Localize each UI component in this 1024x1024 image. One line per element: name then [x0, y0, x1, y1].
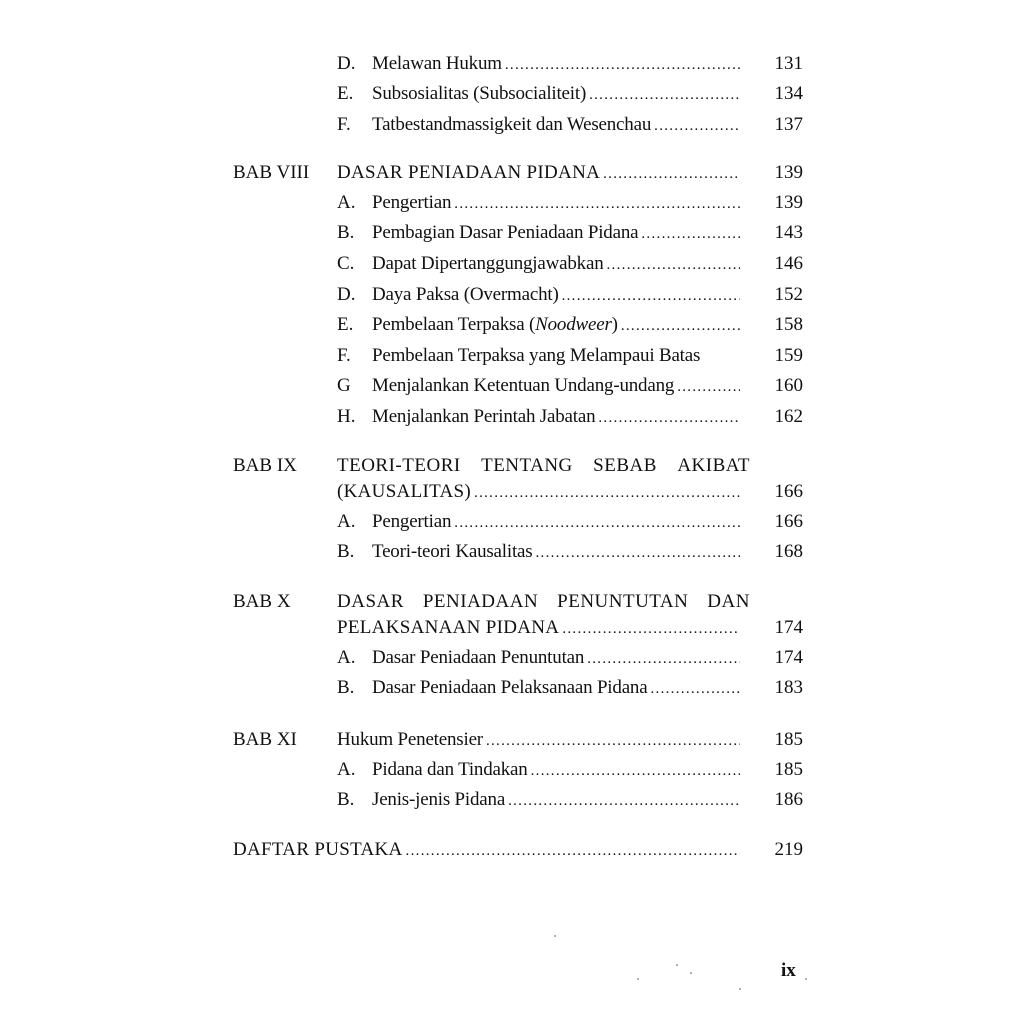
- toc-entry: [233, 537, 803, 567]
- leader-dots: [406, 836, 740, 866]
- item-title: Dasar Peniadaan Pelaksanaan Pidana: [372, 677, 648, 698]
- item-title: Menjalankan Perintah Jabatan: [372, 406, 596, 427]
- item-title: Subsosialitas (Subsocialiteit): [372, 83, 587, 104]
- item-title: Pengertian: [372, 192, 452, 213]
- leader-dots: [587, 644, 740, 674]
- leader-dots: [603, 159, 740, 189]
- page-number: 166: [774, 511, 803, 532]
- chapter-title: DASAR PENIADAAN PIDANA: [337, 162, 601, 183]
- leader-dots: [607, 250, 741, 280]
- page-number: 174: [774, 617, 803, 638]
- leader-dots: [589, 80, 740, 110]
- leader-dots: [454, 508, 740, 538]
- item-title: Tatbestandmassigkeit dan Wesenchau: [372, 114, 652, 135]
- scan-speck: [805, 978, 807, 980]
- leader-dots: [486, 726, 740, 756]
- page-number: 131: [774, 53, 803, 74]
- chapter-title-word: PENUNTUTAN: [557, 591, 689, 612]
- item-letter: B.: [337, 541, 355, 562]
- toc-entry: [233, 507, 803, 537]
- page-number: 166: [774, 481, 803, 502]
- page-number: 162: [774, 406, 803, 427]
- folio-page-number: ix: [781, 960, 796, 981]
- chapter-title: PELAKSANAAN PIDANA: [337, 617, 560, 638]
- page-number: 137: [774, 114, 803, 135]
- leader-dots: [531, 756, 740, 786]
- item-title: Menjalankan Ketentuan Undang-undang: [372, 375, 675, 396]
- scan-speck: [554, 935, 556, 937]
- page-number: 185: [774, 759, 803, 780]
- page-number: 159: [774, 345, 803, 366]
- page-number: 139: [774, 162, 803, 183]
- leader-dots: [535, 538, 740, 568]
- item-letter: B.: [337, 789, 355, 810]
- chapter-title-word: DAN: [707, 591, 750, 612]
- chapter-title-word: DASAR: [337, 591, 404, 612]
- scan-speck: [637, 978, 639, 980]
- item-title: Melawan Hukum: [372, 53, 502, 74]
- item-title: Jenis-jenis Pidana: [372, 789, 506, 810]
- chapter-heading: [233, 158, 803, 188]
- leader-dots: [650, 674, 740, 704]
- item-letter: F.: [337, 114, 351, 135]
- chapter-title-word: AKIBAT: [677, 455, 750, 476]
- page-number: 185: [774, 729, 803, 750]
- chapter-title-word: TENTANG: [481, 455, 573, 476]
- item-letter: E.: [337, 314, 354, 335]
- item-title: Pengertian: [372, 511, 452, 532]
- chapter-heading: [233, 725, 803, 755]
- leader-dots: [454, 189, 740, 219]
- leader-dots: [677, 372, 740, 402]
- toc-entry: [233, 785, 803, 815]
- page-number: 158: [774, 314, 803, 335]
- item-title-italic: Noodweer: [535, 314, 612, 335]
- chapter-title: (KAUSALITAS): [337, 481, 472, 502]
- page-number: 174: [774, 647, 803, 668]
- chapter-label: BAB X: [233, 591, 291, 612]
- item-title: Pembagian Dasar Peniadaan Pidana: [372, 222, 639, 243]
- item-letter: A.: [337, 511, 356, 532]
- leader-dots: [474, 478, 740, 508]
- toc-entry: [233, 341, 803, 371]
- leader-dots: [562, 614, 740, 644]
- toc-entry: [233, 249, 803, 279]
- toc-entry: [233, 371, 803, 401]
- toc-entry: [233, 218, 803, 248]
- chapter-title-word: SEBAB: [593, 455, 657, 476]
- item-letter: E.: [337, 83, 354, 104]
- item-letter: D.: [337, 53, 356, 74]
- leader-dots: [654, 111, 740, 141]
- chapter-title-word: PENIADAAN: [422, 591, 539, 612]
- toc-entry: [233, 280, 803, 310]
- toc-entry: [233, 310, 803, 340]
- item-title: Daya Paksa (Overmacht): [372, 284, 559, 305]
- item-letter: F.: [337, 345, 351, 366]
- toc-entry: [233, 643, 803, 673]
- page-number: 183: [774, 677, 803, 698]
- leader-dots: [508, 786, 740, 816]
- page-number: 143: [774, 222, 803, 243]
- page-number: 160: [774, 375, 803, 396]
- leader-dots: [621, 311, 740, 341]
- toc-entry: [233, 110, 803, 140]
- page-number: 146: [774, 253, 803, 274]
- item-letter: A.: [337, 192, 356, 213]
- scan-speck: [690, 972, 692, 974]
- item-letter: D.: [337, 284, 356, 305]
- leader-dots: [641, 219, 740, 249]
- page-number: 139: [774, 192, 803, 213]
- scan-speck: [739, 988, 741, 990]
- toc-entry: [233, 188, 803, 218]
- item-letter: A.: [337, 647, 356, 668]
- item-title: Pidana dan Tindakan: [372, 759, 528, 780]
- chapter-title-word: TEORI-TEORI: [337, 455, 461, 476]
- item-letter: A.: [337, 759, 356, 780]
- item-letter: C.: [337, 253, 355, 274]
- page-number: 186: [774, 789, 803, 810]
- item-letter: B.: [337, 677, 355, 698]
- item-letter: G: [337, 375, 351, 396]
- chapter-title: Hukum Penetensier: [337, 729, 483, 750]
- item-title: [372, 310, 618, 340]
- toc-entry: [233, 49, 803, 79]
- page-number: 134: [774, 83, 803, 104]
- toc-entry: [233, 79, 803, 109]
- bibliography-title: DAFTAR PUSTAKA: [233, 839, 403, 860]
- toc-entry: [233, 673, 803, 703]
- page-number: 219: [774, 839, 803, 860]
- toc-entry: [233, 755, 803, 785]
- item-title: Teori-teori Kausalitas: [372, 541, 533, 562]
- item-letter: B.: [337, 222, 355, 243]
- item-letter: H.: [337, 406, 356, 427]
- item-title: Dasar Peniadaan Penuntutan: [372, 647, 585, 668]
- item-title: Dapat Dipertanggungjawabkan: [372, 253, 604, 274]
- leader-dots: [505, 50, 740, 80]
- toc-entry: [233, 402, 803, 432]
- scan-speck: [676, 964, 678, 966]
- chapter-label: BAB IX: [233, 455, 297, 476]
- bibliography-entry: [233, 835, 803, 865]
- item-title-post: ): [611, 314, 618, 335]
- leader-dots: [562, 281, 740, 311]
- chapter-heading-line2: [233, 477, 803, 507]
- page-number: 152: [774, 284, 803, 305]
- chapter-heading-line2: [233, 613, 803, 643]
- page-number: 168: [774, 541, 803, 562]
- item-title-pre: Pembelaan Terpaksa (: [372, 314, 536, 335]
- item-title: Pembelaan Terpaksa yang Melampaui Batas: [372, 345, 701, 366]
- leader-dots: [598, 403, 740, 433]
- chapter-label: BAB XI: [233, 729, 297, 750]
- chapter-label: BAB VIII: [233, 162, 310, 183]
